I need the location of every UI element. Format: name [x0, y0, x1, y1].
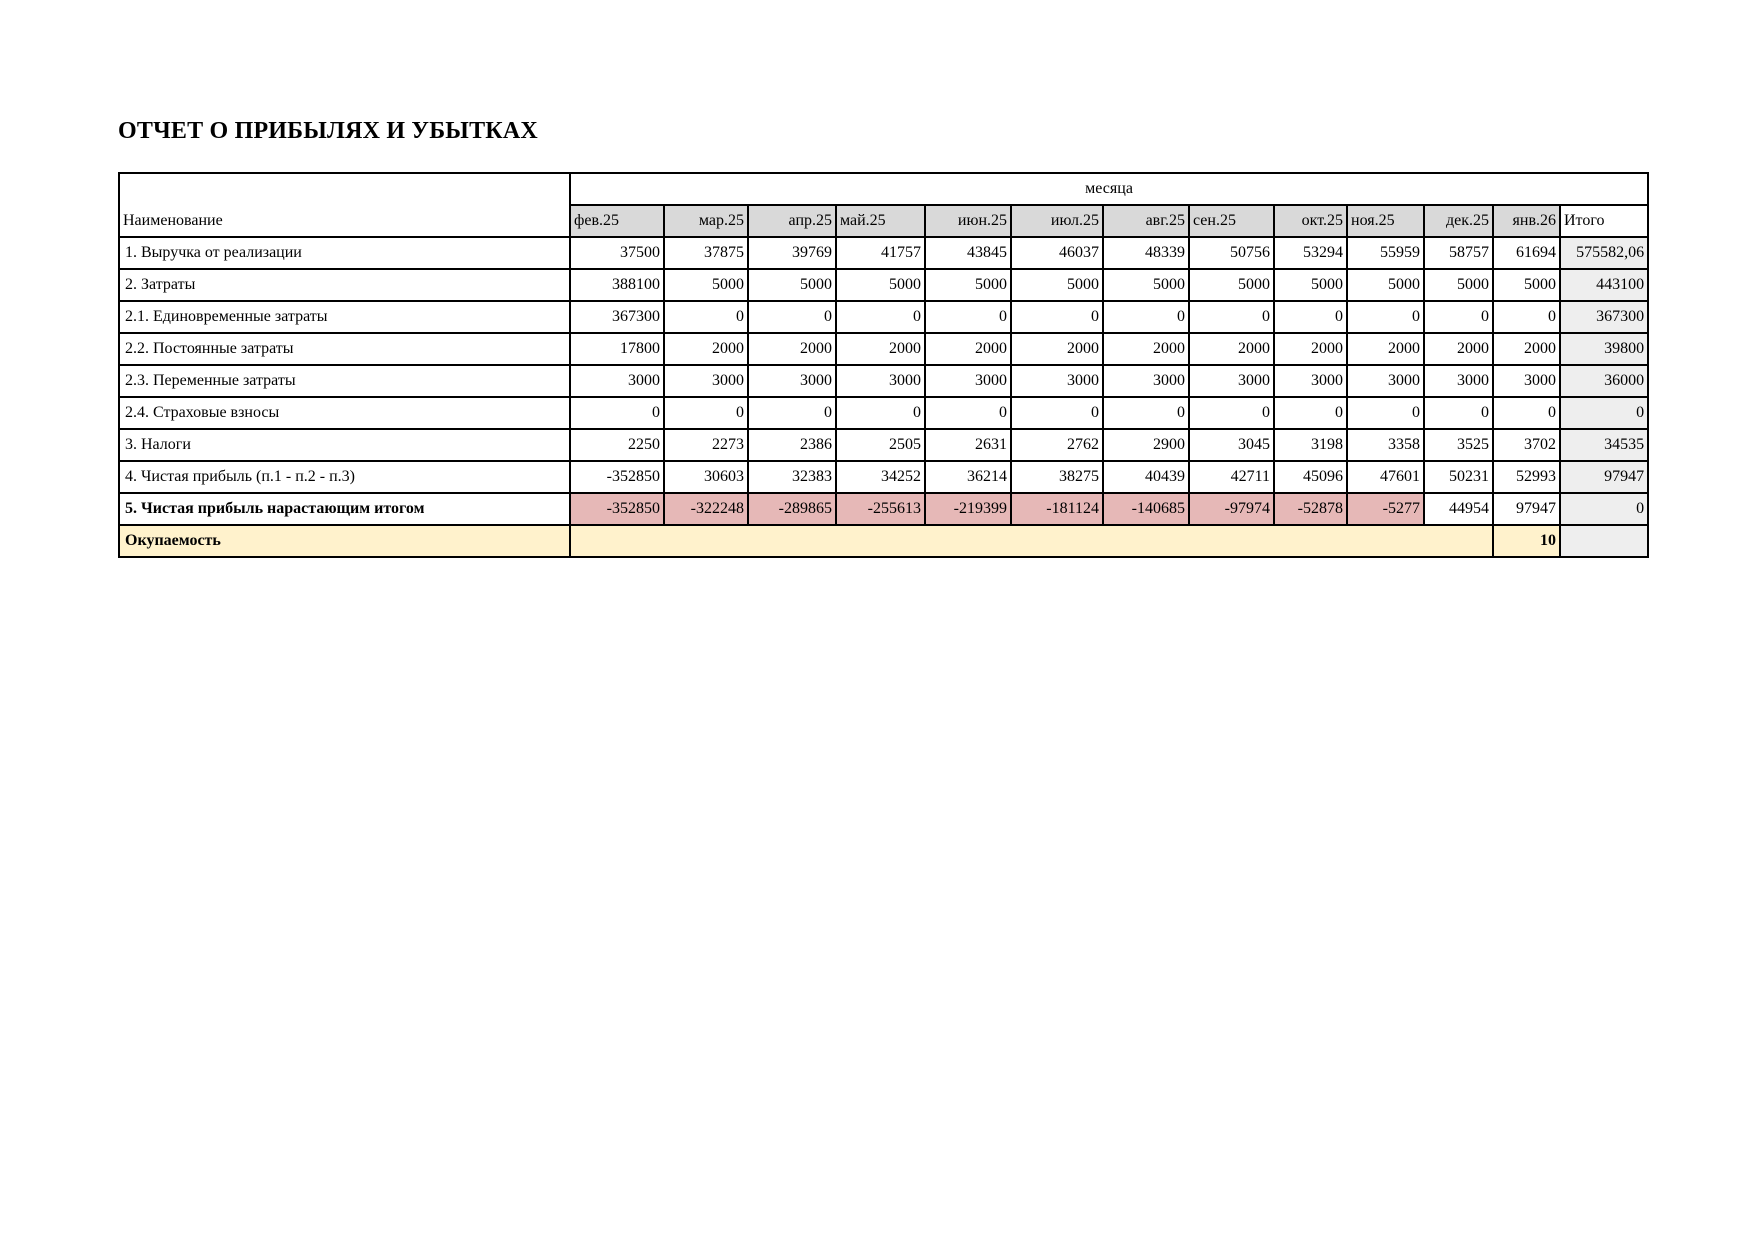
- total-cell: 443100: [1560, 269, 1648, 301]
- value-cell: 0: [1011, 397, 1103, 429]
- row-label: 3. Налоги: [119, 429, 570, 461]
- value-cell: 2250: [570, 429, 664, 461]
- total-cell: 367300: [1560, 301, 1648, 333]
- value-cell: 39769: [748, 237, 836, 269]
- value-cell: 37875: [664, 237, 748, 269]
- row-label: 2.4. Страховые взносы: [119, 397, 570, 429]
- value-cell: -352850: [570, 493, 664, 525]
- value-cell: -255613: [836, 493, 925, 525]
- value-cell: 44954: [1424, 493, 1493, 525]
- total-column-header: Итого: [1560, 205, 1648, 237]
- value-cell: 2000: [1189, 333, 1274, 365]
- value-cell: 50231: [1424, 461, 1493, 493]
- value-cell: 3000: [664, 365, 748, 397]
- value-cell: 3000: [925, 365, 1011, 397]
- month-header: мар.25: [664, 205, 748, 237]
- value-cell: 3000: [1274, 365, 1347, 397]
- value-cell: 2386: [748, 429, 836, 461]
- total-cell: 575582,06: [1560, 237, 1648, 269]
- value-cell: 0: [925, 397, 1011, 429]
- table-row: [119, 493, 1648, 525]
- row-label: 4. Чистая прибыль (п.1 - п.2 - п.3): [119, 461, 570, 493]
- value-cell: 3000: [836, 365, 925, 397]
- value-cell: 3000: [570, 365, 664, 397]
- value-cell: 58757: [1424, 237, 1493, 269]
- month-header: апр.25: [748, 205, 836, 237]
- value-cell: 3525: [1424, 429, 1493, 461]
- value-cell: -97974: [1189, 493, 1274, 525]
- value-cell: 0: [1274, 397, 1347, 429]
- value-cell: 2631: [925, 429, 1011, 461]
- value-cell: 34252: [836, 461, 925, 493]
- value-cell: 2900: [1103, 429, 1189, 461]
- value-cell: 367300: [570, 301, 664, 333]
- payback-row: [119, 525, 1648, 557]
- table-body: [119, 237, 1648, 557]
- value-cell: 0: [1424, 301, 1493, 333]
- value-cell: 388100: [570, 269, 664, 301]
- total-cell: 0: [1560, 493, 1648, 525]
- name-column-header: Наименование: [119, 173, 570, 237]
- value-cell: 5000: [1347, 269, 1424, 301]
- value-cell: 0: [925, 301, 1011, 333]
- table-row: [119, 429, 1648, 461]
- value-cell: 2505: [836, 429, 925, 461]
- value-cell: 3045: [1189, 429, 1274, 461]
- value-cell: 5000: [925, 269, 1011, 301]
- value-cell: 17800: [570, 333, 664, 365]
- total-cell: 39800: [1560, 333, 1648, 365]
- row-label: 2.2. Постоянные затраты: [119, 333, 570, 365]
- value-cell: 40439: [1103, 461, 1189, 493]
- value-cell: 43845: [925, 237, 1011, 269]
- value-cell: -289865: [748, 493, 836, 525]
- value-cell: -181124: [1011, 493, 1103, 525]
- value-cell: 3000: [1011, 365, 1103, 397]
- month-header: дек.25: [1424, 205, 1493, 237]
- value-cell: 3198: [1274, 429, 1347, 461]
- value-cell: 0: [1493, 397, 1560, 429]
- value-cell: 37500: [570, 237, 664, 269]
- table-row: [119, 461, 1648, 493]
- value-cell: 2000: [1424, 333, 1493, 365]
- value-cell: 0: [1347, 397, 1424, 429]
- value-cell: -219399: [925, 493, 1011, 525]
- total-cell: 97947: [1560, 461, 1648, 493]
- value-cell: 2762: [1011, 429, 1103, 461]
- value-cell: 53294: [1274, 237, 1347, 269]
- value-cell: 0: [1103, 301, 1189, 333]
- value-cell: 55959: [1347, 237, 1424, 269]
- page-title: ОТЧЕТ О ПРИБЫЛЯХ И УБЫТКАХ: [118, 118, 538, 144]
- row-label: 2.3. Переменные затраты: [119, 365, 570, 397]
- value-cell: 0: [664, 397, 748, 429]
- month-header: авг.25: [1103, 205, 1189, 237]
- value-cell: 3358: [1347, 429, 1424, 461]
- months-caption: месяца: [570, 173, 1648, 205]
- total-cell: 34535: [1560, 429, 1648, 461]
- value-cell: 0: [1011, 301, 1103, 333]
- value-cell: 0: [1424, 397, 1493, 429]
- row-label: 2. Затраты: [119, 269, 570, 301]
- table-row: [119, 237, 1648, 269]
- value-cell: 2000: [925, 333, 1011, 365]
- value-cell: 2000: [836, 333, 925, 365]
- month-header: май.25: [836, 205, 925, 237]
- value-cell: -5277: [1347, 493, 1424, 525]
- value-cell: 46037: [1011, 237, 1103, 269]
- value-cell: 2000: [1103, 333, 1189, 365]
- value-cell: 2000: [664, 333, 748, 365]
- value-cell: 5000: [1493, 269, 1560, 301]
- value-cell: 50756: [1189, 237, 1274, 269]
- month-header: июн.25: [925, 205, 1011, 237]
- table-row: [119, 301, 1648, 333]
- value-cell: 2000: [1274, 333, 1347, 365]
- value-cell: 97947: [1493, 493, 1560, 525]
- value-cell: 0: [1274, 301, 1347, 333]
- value-cell: 36214: [925, 461, 1011, 493]
- value-cell: 2000: [748, 333, 836, 365]
- table-header: [119, 173, 1648, 237]
- value-cell: 52993: [1493, 461, 1560, 493]
- value-cell: 2000: [1493, 333, 1560, 365]
- table-row: [119, 397, 1648, 429]
- value-cell: 0: [1347, 301, 1424, 333]
- value-cell: -352850: [570, 461, 664, 493]
- value-cell: 5000: [1103, 269, 1189, 301]
- value-cell: 5000: [664, 269, 748, 301]
- value-cell: 3000: [1103, 365, 1189, 397]
- header-row-caption: [119, 173, 1648, 205]
- value-cell: 2000: [1011, 333, 1103, 365]
- value-cell: 32383: [748, 461, 836, 493]
- value-cell: 0: [836, 397, 925, 429]
- month-header: сен.25: [1189, 205, 1274, 237]
- total-cell: 0: [1560, 397, 1648, 429]
- value-cell: 5000: [1274, 269, 1347, 301]
- row-label: 1. Выручка от реализации: [119, 237, 570, 269]
- month-header: июл.25: [1011, 205, 1103, 237]
- month-header: фев.25: [570, 205, 664, 237]
- row-label: 2.1. Единовременные затраты: [119, 301, 570, 333]
- total-cell: 36000: [1560, 365, 1648, 397]
- value-cell: 61694: [1493, 237, 1560, 269]
- table-row: [119, 269, 1648, 301]
- month-header: янв.26: [1493, 205, 1560, 237]
- value-cell: 48339: [1103, 237, 1189, 269]
- value-cell: 2000: [1347, 333, 1424, 365]
- value-cell: 3000: [1493, 365, 1560, 397]
- value-cell: 0: [748, 301, 836, 333]
- payback-total-cell: [1560, 525, 1648, 557]
- value-cell: 3000: [1424, 365, 1493, 397]
- value-cell: -322248: [664, 493, 748, 525]
- value-cell: 0: [1493, 301, 1560, 333]
- value-cell: 3702: [1493, 429, 1560, 461]
- value-cell: -140685: [1103, 493, 1189, 525]
- month-header: окт.25: [1274, 205, 1347, 237]
- value-cell: -52878: [1274, 493, 1347, 525]
- value-cell: 3000: [1189, 365, 1274, 397]
- value-cell: 3000: [1347, 365, 1424, 397]
- value-cell: 0: [1103, 397, 1189, 429]
- value-cell: 47601: [1347, 461, 1424, 493]
- value-cell: 5000: [1011, 269, 1103, 301]
- value-cell: 0: [836, 301, 925, 333]
- value-cell: 5000: [748, 269, 836, 301]
- value-cell: 5000: [1424, 269, 1493, 301]
- value-cell: 2273: [664, 429, 748, 461]
- table-row: [119, 333, 1648, 365]
- value-cell: 41757: [836, 237, 925, 269]
- value-cell: 0: [664, 301, 748, 333]
- value-cell: 45096: [1274, 461, 1347, 493]
- value-cell: 0: [570, 397, 664, 429]
- value-cell: 3000: [748, 365, 836, 397]
- row-label: 5. Чистая прибыль нарастающим итогом: [119, 493, 570, 525]
- month-header: ноя.25: [1347, 205, 1424, 237]
- value-cell: 38275: [1011, 461, 1103, 493]
- value-cell: 0: [1189, 397, 1274, 429]
- value-cell: 42711: [1189, 461, 1274, 493]
- table-row: [119, 365, 1648, 397]
- value-cell: 0: [748, 397, 836, 429]
- value-cell: 30603: [664, 461, 748, 493]
- value-cell: 5000: [1189, 269, 1274, 301]
- payback-empty-span: [570, 525, 1493, 557]
- value-cell: 5000: [836, 269, 925, 301]
- payback-label: Окупаемость: [119, 525, 570, 557]
- profit-loss-table: [118, 172, 1649, 558]
- value-cell: 0: [1189, 301, 1274, 333]
- payback-value: 10: [1493, 525, 1560, 557]
